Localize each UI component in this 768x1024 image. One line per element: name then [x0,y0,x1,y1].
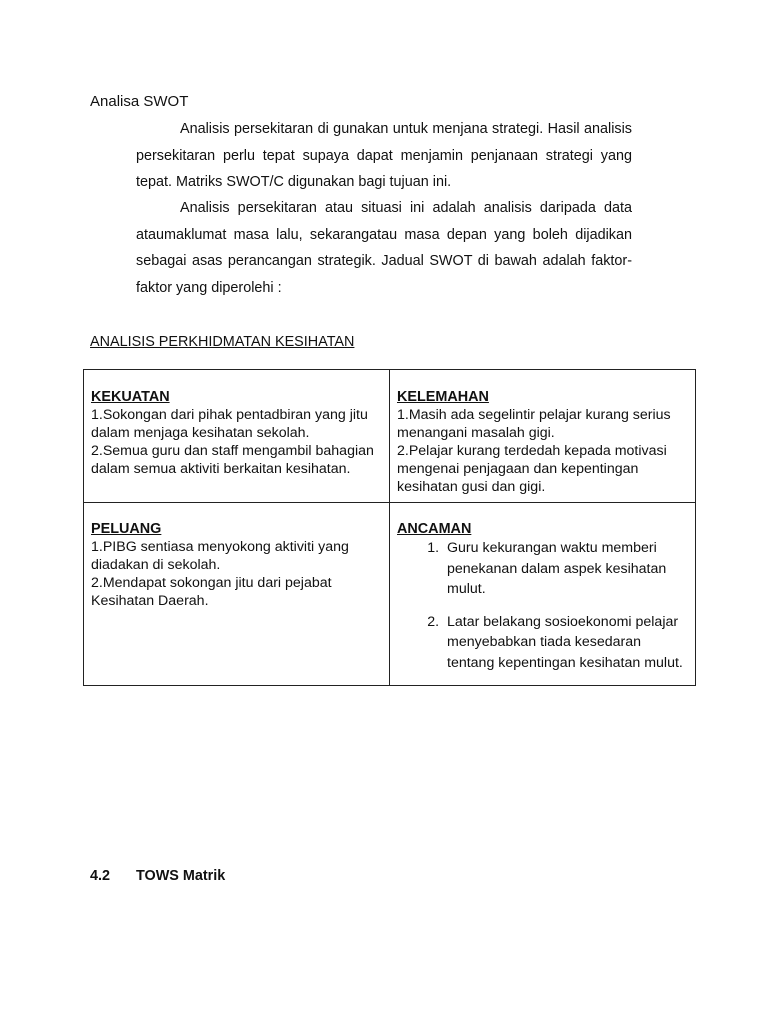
threats-title: ANCAMAN [397,521,472,537]
weaknesses-item: 1.Masih ada segelintir pelajar kurang serius menangani masalah gigi. [397,407,671,441]
swot-row-1 [84,370,696,503]
opportunities-item: 2.Mendapat sokongan jitu dari pejabat Kesihatan Daerah. [91,575,332,609]
opportunities-cell [84,503,390,686]
strengths-item: 2.Semua guru dan staff mengambil bahagian dalam semua aktiviti berkaitan kesihatan. [91,443,374,477]
strengths-title: KEKUATAN [91,389,170,405]
paragraph-1: Analisis persekitaran di gunakan untuk menjana strategi. Hasil analisis persekitaran perlu tepat supaya dapat menjamin penjanaan strategi yang tepat. Matriks SWOT/C digunakan bagi tujuan ini. [136,121,632,190]
weaknesses-item: 2.Pelajar kurang terdedah kepada motivasi mengenai penjagaan dan kepentingan kesihatan gusi dan gigi. [397,443,667,495]
opportunities-title: PELUANG [91,521,162,537]
threats-cell [390,503,696,686]
swot-table [83,369,696,686]
next-section-heading [90,868,225,884]
threats-item: 1. Guru kekurangan waktu memberi penekanan dalam aspek kesihatan mulut. [443,538,688,600]
document-heading: Analisa SWOT [90,93,189,110]
threats-item: 2. Latar belakang sosioekonomi pelajar menyebabkan tiada kesedaran tentang kepentingan kesihatan mulut. [443,612,688,674]
weaknesses-title: KELEMAHAN [397,389,489,405]
swot-row-2 [84,503,696,686]
threats-list [397,538,688,673]
section-title: ANALISIS PERKHIDMATAN KESIHATAN [90,334,355,350]
opportunities-item: 1.PIBG sentiasa menyokong aktiviti yang diadakan di sekolah. [91,539,349,573]
weaknesses-cell [390,370,696,503]
section-heading-title: TOWS Matrik [136,868,226,884]
strengths-cell [84,370,390,503]
strengths-item: 1.Sokongan dari pihak pentadbiran yang jitu dalam menjaga kesihatan sekolah. [91,407,368,441]
section-number: 4.2 [90,868,111,884]
paragraph-2: Analisis persekitaran atau situasi ini adalah analisis daripada data ataumaklumat masa lalu, sekarangatau masa depan yang boleh dijadikan sebagai asas perancangan strategik. Jadual SWOT di bawah adalah faktor-faktor yang diperolehi : [136,200,632,296]
